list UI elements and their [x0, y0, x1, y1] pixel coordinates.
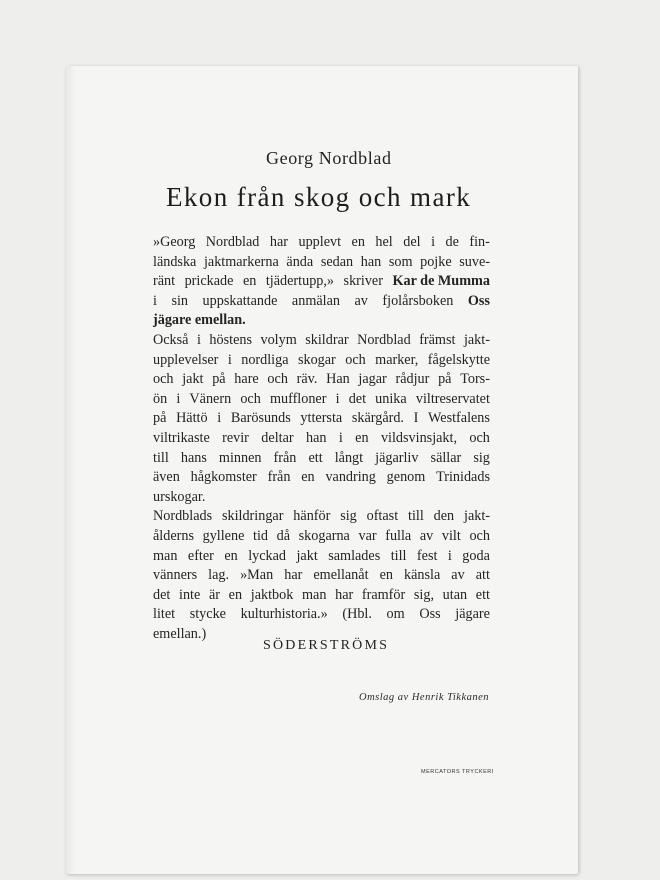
blurb-word: höstens	[209, 331, 252, 348]
blurb-line	[153, 292, 490, 312]
blurb-word: sig	[340, 508, 357, 525]
blurb-word: till	[390, 547, 407, 564]
blurb-word: del	[403, 234, 421, 250]
blurb-word: då	[276, 527, 291, 544]
blurb-line	[153, 429, 490, 449]
blurb-word: framför	[361, 586, 406, 603]
blurb-word: I	[413, 410, 419, 427]
blurb-word: skriver	[343, 273, 383, 290]
blurb-word: en	[228, 586, 243, 603]
blurb-word: hågkomster	[190, 469, 257, 486]
blurb-word: och	[345, 351, 366, 368]
blurb-word: vildsvinsjakt,	[380, 429, 458, 446]
blurb-word: i	[196, 331, 201, 348]
blurb-word: hans	[180, 449, 207, 466]
blurb-word: och	[469, 527, 490, 544]
blurb-word: ålderns	[153, 527, 194, 544]
blurb-line	[153, 527, 490, 547]
blurb-word: främst	[419, 331, 456, 348]
blurb-word: stycke	[189, 606, 226, 623]
blurb-word: jaktmarkerna	[203, 253, 279, 270]
blurb-word: sig,	[413, 586, 434, 603]
blurb-word: ön	[153, 390, 168, 407]
blurb-word: han	[305, 429, 327, 446]
blurb-line	[153, 488, 490, 508]
publisher-name: SÖDERSTRÖMS	[263, 638, 390, 653]
blurb-word: emellan.)	[153, 625, 207, 642]
blurb-word: på	[153, 410, 167, 427]
blurb-word: skogar	[297, 351, 336, 368]
blurb-word: fjolårsboken	[382, 292, 454, 309]
blurb-word: känsla	[404, 567, 441, 584]
blurb-text	[153, 233, 490, 644]
blurb-word: hänför	[293, 508, 331, 525]
blurb-word: ränt	[153, 273, 176, 290]
blurb-word: unika	[375, 390, 407, 407]
blurb-word: jägarliv	[375, 449, 419, 466]
blurb-word: volym	[260, 331, 297, 348]
blurb-word: har	[335, 586, 354, 603]
blurb-word: har	[284, 567, 303, 584]
blurb-word: det	[153, 586, 171, 603]
blurb-word: inte	[179, 586, 201, 603]
blurb-word: har	[269, 234, 288, 250]
blurb-word: lag.	[208, 567, 230, 584]
blurb-word: Nordblads	[153, 508, 213, 525]
blurb-word: som	[388, 253, 413, 270]
blurb-line	[153, 311, 490, 331]
blurb-word: sig	[473, 449, 490, 466]
blurb-line	[153, 449, 490, 469]
author-name: Georg Nordblad	[266, 148, 392, 168]
blurb-word: Hättö	[176, 410, 208, 427]
blurb-word: och	[267, 371, 288, 388]
blurb-word: jagar	[358, 371, 387, 388]
blurb-word: av	[419, 527, 434, 544]
blurb-word: i	[176, 390, 181, 407]
blurb-word: och	[240, 390, 261, 407]
blurb-word: och	[469, 429, 490, 446]
blurb-line	[153, 605, 490, 625]
blurb-word: en	[224, 547, 238, 564]
blurb-word: var	[358, 527, 377, 544]
blurb-word: en	[355, 429, 369, 446]
blurb-word: till	[408, 508, 424, 525]
blurb-word: skärgård.	[351, 410, 404, 427]
blurb-word: från	[273, 449, 297, 466]
blurb-word: pojke	[420, 253, 452, 270]
blurb-word: på	[438, 371, 452, 388]
blurb-line	[153, 331, 490, 351]
blurb-word: goda	[462, 547, 490, 564]
blurb-word: vänners	[153, 567, 198, 584]
blurb-word: viltrikaste	[153, 429, 210, 446]
blurb-word: Kar de Mumma	[392, 273, 490, 290]
blurb-line	[153, 253, 490, 273]
blurb-word: de	[445, 234, 459, 250]
blurb-word: skildrar	[305, 331, 349, 348]
blurb-word: Tors-	[460, 371, 490, 388]
blurb-word: den	[433, 508, 455, 525]
blurb-word: hare	[234, 371, 259, 388]
blurb-word: kulturhistoria.»	[240, 606, 328, 623]
blurb-word: oftast	[366, 508, 399, 525]
blurb-word: i	[227, 351, 232, 368]
cover-credit: Omslag av Henrik Tikkanen	[359, 692, 490, 703]
blurb-word: Han	[326, 371, 350, 388]
blurb-word: jaktbok	[250, 586, 294, 603]
blurb-word: Barösunds	[230, 410, 291, 427]
blurb-word: prickade	[184, 273, 234, 290]
blurb-word: rådjur	[395, 371, 430, 388]
blurb-word: Oss	[467, 292, 490, 309]
blurb-word: vilt	[441, 527, 461, 544]
blurb-word: suve-	[459, 253, 490, 270]
blurb-word: litet	[153, 606, 176, 623]
blurb-word: räv.	[296, 371, 318, 388]
blurb-line	[153, 409, 490, 429]
blurb-word: är	[208, 586, 220, 603]
blurb-word: muffloner	[269, 390, 327, 407]
blurb-word: en	[242, 273, 257, 290]
blurb-word: i	[217, 410, 222, 427]
blurb-line	[153, 370, 490, 390]
blurb-word: minnen	[218, 449, 262, 466]
blurb-word: långt	[334, 449, 364, 466]
blurb-word: upplevt	[298, 234, 342, 250]
blurb-word: ett	[308, 449, 323, 466]
blurb-word: hel	[375, 234, 393, 250]
blurb-word: i	[431, 234, 436, 250]
blurb-word: att	[475, 567, 490, 584]
blurb-word: uppskattande	[202, 292, 278, 309]
blurb-word: tid	[253, 527, 268, 544]
blurb-word: (Hbl.	[342, 606, 372, 623]
blurb-word: jakt	[182, 371, 204, 388]
blurb-word: skildringar	[221, 508, 284, 525]
blurb-word: om	[386, 606, 405, 623]
blurb-word: jakt-	[463, 331, 490, 348]
blurb-word: av	[354, 292, 368, 309]
blurb-line	[153, 586, 490, 606]
blurb-word: fågelskytte	[427, 351, 490, 368]
blurb-word: på	[212, 371, 226, 388]
blurb-word: Nordblad	[205, 234, 260, 250]
blurb-word: jakt	[296, 547, 318, 564]
blurb-line	[153, 390, 490, 410]
blurb-word: från	[267, 469, 291, 486]
blurb-word: urskogar.	[153, 488, 206, 505]
blurb-word: upplevelser	[153, 351, 219, 368]
blurb-word: Också	[153, 331, 189, 348]
blurb-word: lyckad	[248, 547, 287, 564]
blurb-line	[153, 547, 490, 567]
blurb-word: han	[360, 253, 382, 270]
blurb-line	[153, 272, 490, 292]
blurb-line	[153, 507, 490, 527]
blurb-word: i	[335, 390, 340, 407]
blurb-word: jägare emellan.	[153, 312, 246, 329]
blurb-word: sällar	[430, 449, 462, 466]
blurb-word: jägare	[455, 606, 490, 623]
blurb-word: ända	[286, 253, 314, 270]
blurb-word: marker,	[375, 351, 419, 368]
blurb-word: vandring	[325, 469, 376, 486]
blurb-word: viltreservatet	[415, 390, 490, 407]
blurb-word: Trinidads	[436, 469, 490, 486]
blurb-word: Nordblad	[357, 331, 411, 348]
blurb-word: Oss	[419, 606, 441, 623]
blurb-word: revir	[222, 429, 249, 446]
blurb-word: samlades	[328, 547, 381, 564]
blurb-line	[153, 468, 490, 488]
blurb-line	[153, 566, 490, 586]
book-title: Ekon från skog och mark	[166, 182, 472, 212]
blurb-word: tjädertupp,»	[265, 273, 335, 290]
blurb-word: även	[153, 469, 180, 486]
blurb-word: ett	[475, 586, 490, 603]
blurb-word: och	[153, 371, 174, 388]
blurb-word: man	[153, 547, 178, 564]
blurb-word: i	[447, 547, 452, 564]
blurb-word: emellanåt	[313, 567, 369, 584]
blurb-line	[153, 233, 490, 253]
blurb-word: av	[451, 567, 465, 584]
blurb-word: en	[351, 234, 365, 250]
blurb-word: yttersta	[300, 410, 343, 427]
blurb-word: fest	[416, 547, 438, 564]
blurb-word: man	[301, 586, 327, 603]
blurb-word: »Georg	[153, 234, 196, 250]
printer-imprint: MERCATORS TRYCKERI	[421, 769, 494, 775]
blurb-word: anmälan	[291, 292, 340, 309]
blurb-word: »Man	[240, 567, 274, 584]
blurb-word: jakt-	[464, 508, 490, 525]
blurb-word: sin	[171, 292, 189, 309]
blurb-word: en	[379, 567, 393, 584]
blurb-word: nordliga	[241, 351, 289, 368]
blurb-word: skogarna	[298, 527, 350, 544]
book-back-cover	[66, 66, 578, 874]
blurb-word: det	[348, 390, 367, 407]
blurb-word: Westfalens	[428, 410, 490, 427]
blurb-word: en	[301, 469, 315, 486]
blurb-word: fulla	[385, 527, 412, 544]
blurb-word: fin-	[469, 234, 490, 250]
blurb-word: till	[153, 449, 169, 466]
blurb-word: Vänern	[189, 390, 232, 407]
blurb-word: genom	[386, 469, 426, 486]
blurb-word: efter	[187, 547, 214, 564]
blurb-word: i	[338, 429, 343, 446]
blurb-word: gyllene	[202, 527, 245, 544]
blurb-line	[153, 351, 490, 371]
blurb-word: i	[153, 292, 157, 309]
blurb-word: utan	[442, 586, 468, 603]
blurb-word: ländska	[153, 253, 197, 270]
blurb-word: deltar	[261, 429, 294, 446]
blurb-word: sedan	[320, 253, 354, 270]
